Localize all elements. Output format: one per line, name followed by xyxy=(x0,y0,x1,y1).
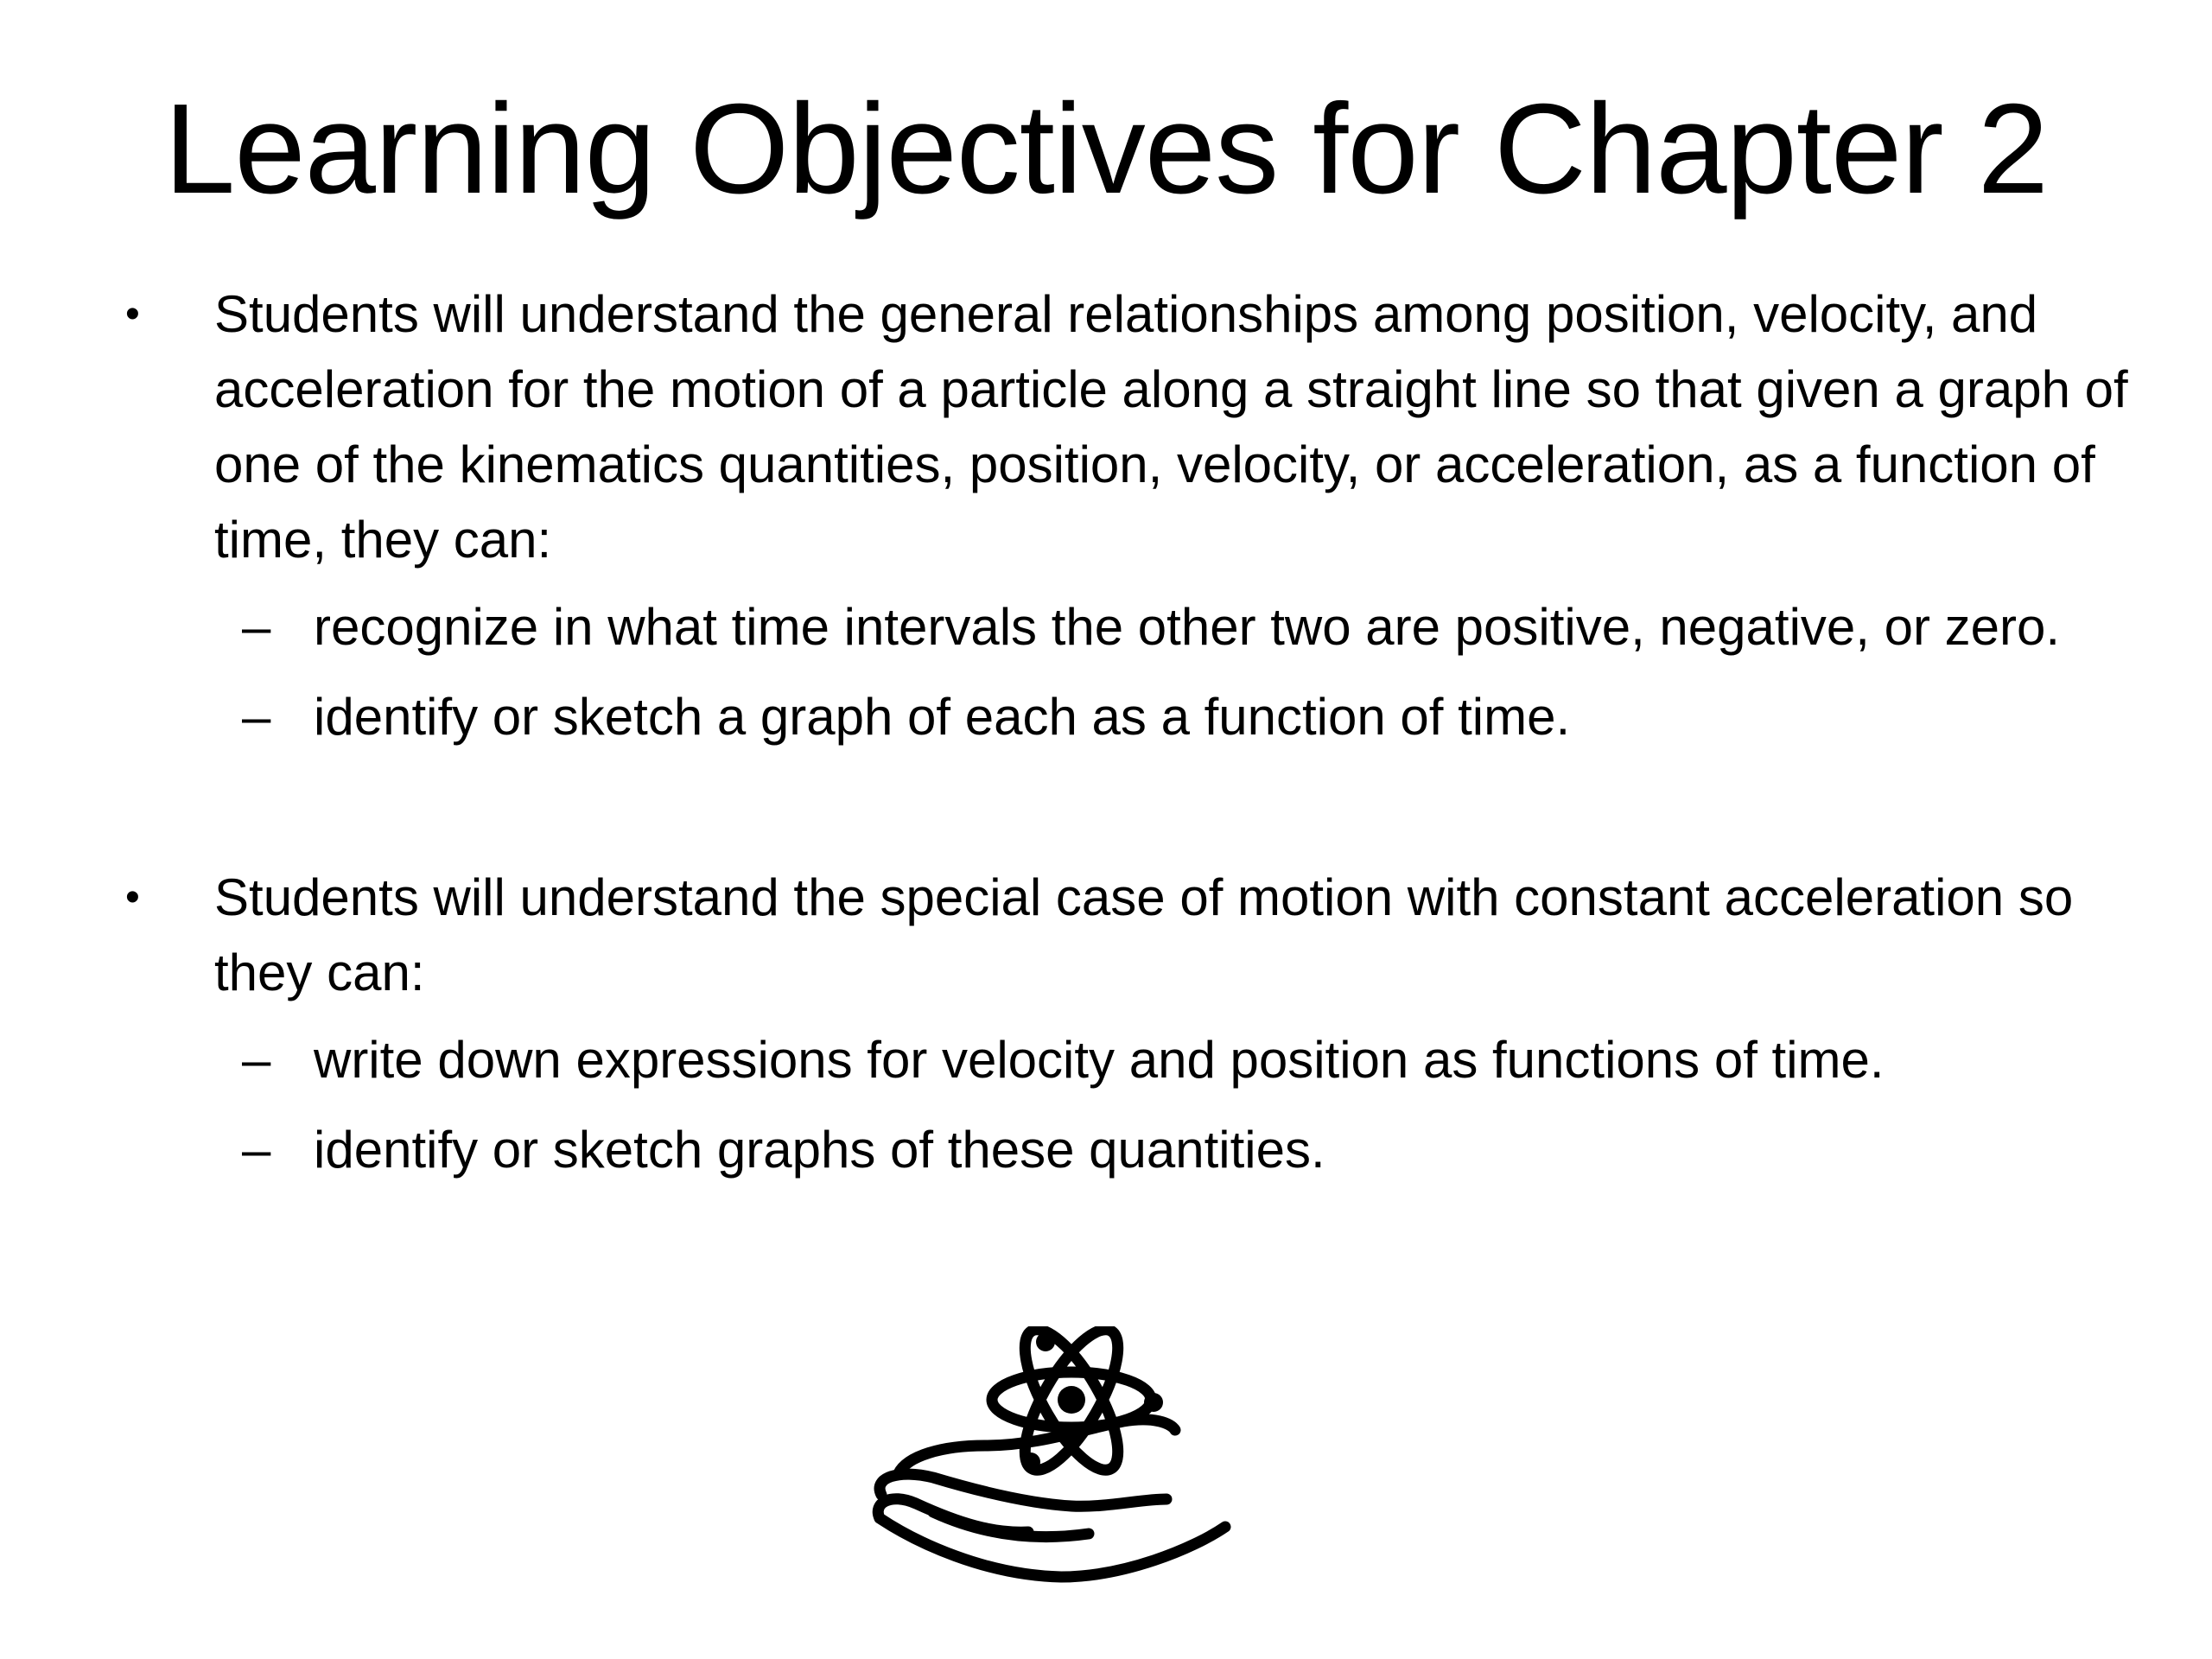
slide-title: Learning Objectives for Chapter 2 xyxy=(164,78,2048,220)
objective-item xyxy=(125,860,2130,1187)
dash-marker: – xyxy=(242,598,271,656)
sub-objective-item xyxy=(125,679,2130,754)
sub-objective-item xyxy=(125,589,2130,664)
sub-objective-text: identify or sketch graphs of these quantities. xyxy=(314,1121,1325,1179)
sub-objectives-list xyxy=(125,589,2130,754)
dash-marker: – xyxy=(242,1121,271,1179)
dash-marker: – xyxy=(242,688,271,746)
sub-objectives-list xyxy=(125,1022,2130,1187)
bullet-marker: • xyxy=(125,874,140,920)
objectives-list xyxy=(125,276,2130,1202)
open-hand-icon xyxy=(878,1420,1225,1577)
objective-text: Students will understand the general relationships among position, velocity, and acceleration for the motion of a particle along a straight line so that given a graph of one of the kinematics quantities, position, velocity, or acceleration, as a function of time, they can: xyxy=(214,285,2128,569)
atom-in-hand-icon xyxy=(864,1326,1270,1637)
sub-objective-text: write down expressions for velocity and position as functions of time. xyxy=(314,1031,1885,1089)
dash-marker: – xyxy=(242,1031,271,1089)
objective-text: Students will understand the special case of motion with constant acceleration so they can: xyxy=(214,868,2074,1001)
bullet-marker: • xyxy=(125,291,140,337)
sub-objective-text: identify or sketch a graph of each as a function of time. xyxy=(314,688,1571,746)
objective-item xyxy=(125,276,2130,754)
sub-objective-text: recognize in what time intervals the other two are positive, negative, or zero. xyxy=(314,598,2061,656)
sub-objective-item xyxy=(125,1022,2130,1097)
sub-objective-item xyxy=(125,1112,2130,1187)
